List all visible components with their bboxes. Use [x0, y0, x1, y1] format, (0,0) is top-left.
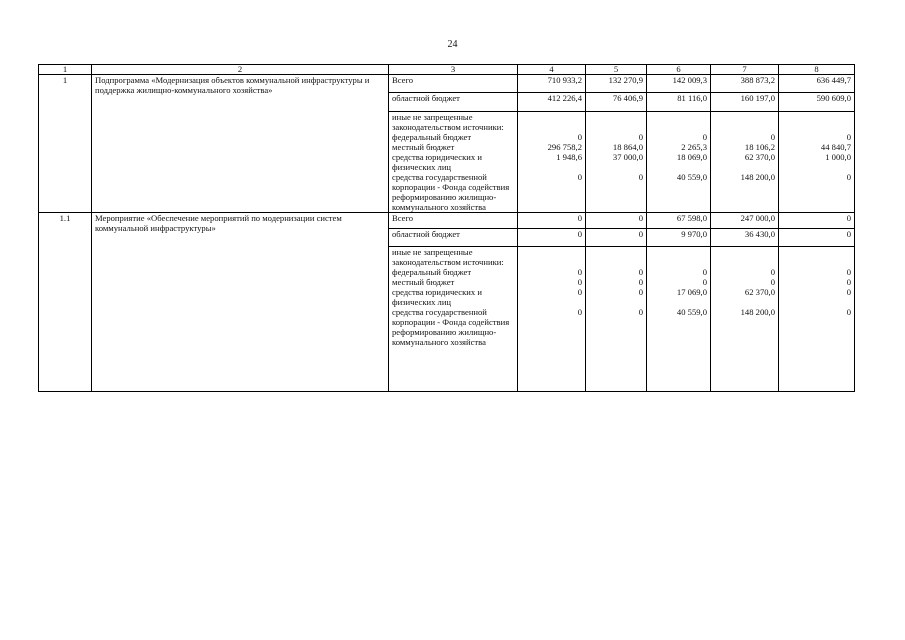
- header-cell: 7: [711, 65, 779, 75]
- amount-cell: 132 270,9: [586, 75, 647, 93]
- amount-cell: 18 106,2: [711, 142, 779, 152]
- amount-cell: 0: [518, 277, 586, 287]
- amount-cell: 0: [518, 229, 586, 247]
- amount-cell: 62 370,0: [711, 287, 779, 307]
- amount-cell: 0: [586, 172, 647, 213]
- table-row: [39, 213, 855, 229]
- amount-cell: 18 864,0: [586, 142, 647, 152]
- row-number: 1: [39, 75, 92, 213]
- funding-source: областной бюджет: [389, 229, 518, 247]
- amount-cell: 0: [779, 132, 855, 142]
- activity-block: [39, 213, 855, 392]
- amount-cell: [711, 112, 779, 133]
- amount-cell: 81 116,0: [647, 93, 711, 112]
- amount-cell: 296 758,2: [518, 142, 586, 152]
- amount-cell: 247 000,0: [711, 213, 779, 229]
- amount-cell: 0: [779, 267, 855, 277]
- amount-cell: 0: [518, 132, 586, 142]
- amount-cell: 0: [647, 132, 711, 142]
- header-cell: 5: [586, 65, 647, 75]
- page-number: 24: [447, 39, 458, 50]
- amount-cell: 0: [711, 132, 779, 142]
- amount-cell: 148 200,0: [711, 172, 779, 213]
- amount-cell: 160 197,0: [711, 93, 779, 112]
- amount-cell: 44 840,7: [779, 142, 855, 152]
- funding-source: средства государственной корпорации - Фонда содействия реформированию жилищно-коммунального хозяйства: [389, 307, 518, 391]
- amount-cell: 0: [586, 229, 647, 247]
- amount-cell: [779, 247, 855, 268]
- funding-source: Всего: [389, 75, 518, 93]
- amount-cell: 2 265,3: [647, 142, 711, 152]
- amount-cell: 0: [779, 229, 855, 247]
- amount-cell: 0: [586, 307, 647, 391]
- amount-cell: [586, 247, 647, 268]
- amount-cell: 0: [518, 307, 586, 391]
- funding-source: средства юридических и физических лиц: [389, 287, 518, 307]
- amount-cell: 62 370,0: [711, 152, 779, 172]
- amount-cell: 37 000,0: [586, 152, 647, 172]
- amount-cell: 36 430,0: [711, 229, 779, 247]
- amount-cell: 142 009,3: [647, 75, 711, 93]
- table-row: [39, 75, 855, 93]
- header-cell: 1: [39, 65, 92, 75]
- amount-cell: 0: [779, 213, 855, 229]
- amount-cell: 0: [586, 267, 647, 277]
- amount-cell: 388 873,2: [711, 75, 779, 93]
- program-name: Подпрограмма «Модернизация объектов коммунальной инфраструктуры и поддержка жилищно-коммунального хозяйства»: [92, 75, 389, 213]
- amount-cell: 0: [518, 267, 586, 277]
- amount-cell: [518, 247, 586, 268]
- funding-source: средства юридических и физических лиц: [389, 152, 518, 172]
- amount-cell: 0: [711, 267, 779, 277]
- amount-cell: 9 970,0: [647, 229, 711, 247]
- funding-source: федеральный бюджет: [389, 132, 518, 142]
- header-cell: 2: [92, 65, 389, 75]
- funding-source: местный бюджет: [389, 142, 518, 152]
- amount-cell: 1 948,6: [518, 152, 586, 172]
- funding-source: иные не запрещенные законодательством источники:: [389, 112, 518, 133]
- funding-source: местный бюджет: [389, 277, 518, 287]
- amount-cell: 0: [647, 277, 711, 287]
- amount-cell: 18 069,0: [647, 152, 711, 172]
- header-row: [39, 65, 855, 75]
- amount-cell: 0: [779, 172, 855, 213]
- budget-table: [38, 64, 855, 392]
- amount-cell: 0: [779, 277, 855, 287]
- amount-cell: 148 200,0: [711, 307, 779, 391]
- funding-source: средства государственной корпорации - Фонда содействия реформированию жилищно-коммунального хозяйства: [389, 172, 518, 213]
- header-cell: 8: [779, 65, 855, 75]
- funding-source: иные не запрещенные законодательством источники:: [389, 247, 518, 268]
- amount-cell: 0: [518, 172, 586, 213]
- amount-cell: 412 226,4: [518, 93, 586, 112]
- amount-cell: [711, 247, 779, 268]
- funding-source: федеральный бюджет: [389, 267, 518, 277]
- subprogram-block: [39, 75, 855, 213]
- funding-source: областной бюджет: [389, 93, 518, 112]
- amount-cell: 636 449,7: [779, 75, 855, 93]
- row-number: 1.1: [39, 213, 92, 392]
- amount-cell: [779, 112, 855, 133]
- amount-cell: 0: [779, 287, 855, 307]
- amount-cell: 0: [518, 213, 586, 229]
- amount-cell: 0: [586, 132, 647, 142]
- amount-cell: 0: [779, 307, 855, 391]
- amount-cell: 1 000,0: [779, 152, 855, 172]
- amount-cell: 76 406,9: [586, 93, 647, 112]
- amount-cell: 17 069,0: [647, 287, 711, 307]
- header-cell: 6: [647, 65, 711, 75]
- header-cell: 3: [389, 65, 518, 75]
- amount-cell: [586, 112, 647, 133]
- amount-cell: 0: [586, 287, 647, 307]
- amount-cell: 710 933,2: [518, 75, 586, 93]
- amount-cell: [647, 112, 711, 133]
- amount-cell: [647, 247, 711, 268]
- amount-cell: [518, 112, 586, 133]
- amount-cell: 67 598,0: [647, 213, 711, 229]
- header-cell: 4: [518, 65, 586, 75]
- amount-cell: 0: [586, 213, 647, 229]
- amount-cell: 40 559,0: [647, 172, 711, 213]
- amount-cell: 0: [711, 277, 779, 287]
- funding-source: Всего: [389, 213, 518, 229]
- amount-cell: 0: [518, 287, 586, 307]
- amount-cell: 0: [586, 277, 647, 287]
- program-name: Мероприятие «Обеспечение мероприятий по модернизации систем коммунальной инфраструктуры»: [92, 213, 389, 392]
- amount-cell: 40 559,0: [647, 307, 711, 391]
- amount-cell: 0: [647, 267, 711, 277]
- amount-cell: 590 609,0: [779, 93, 855, 112]
